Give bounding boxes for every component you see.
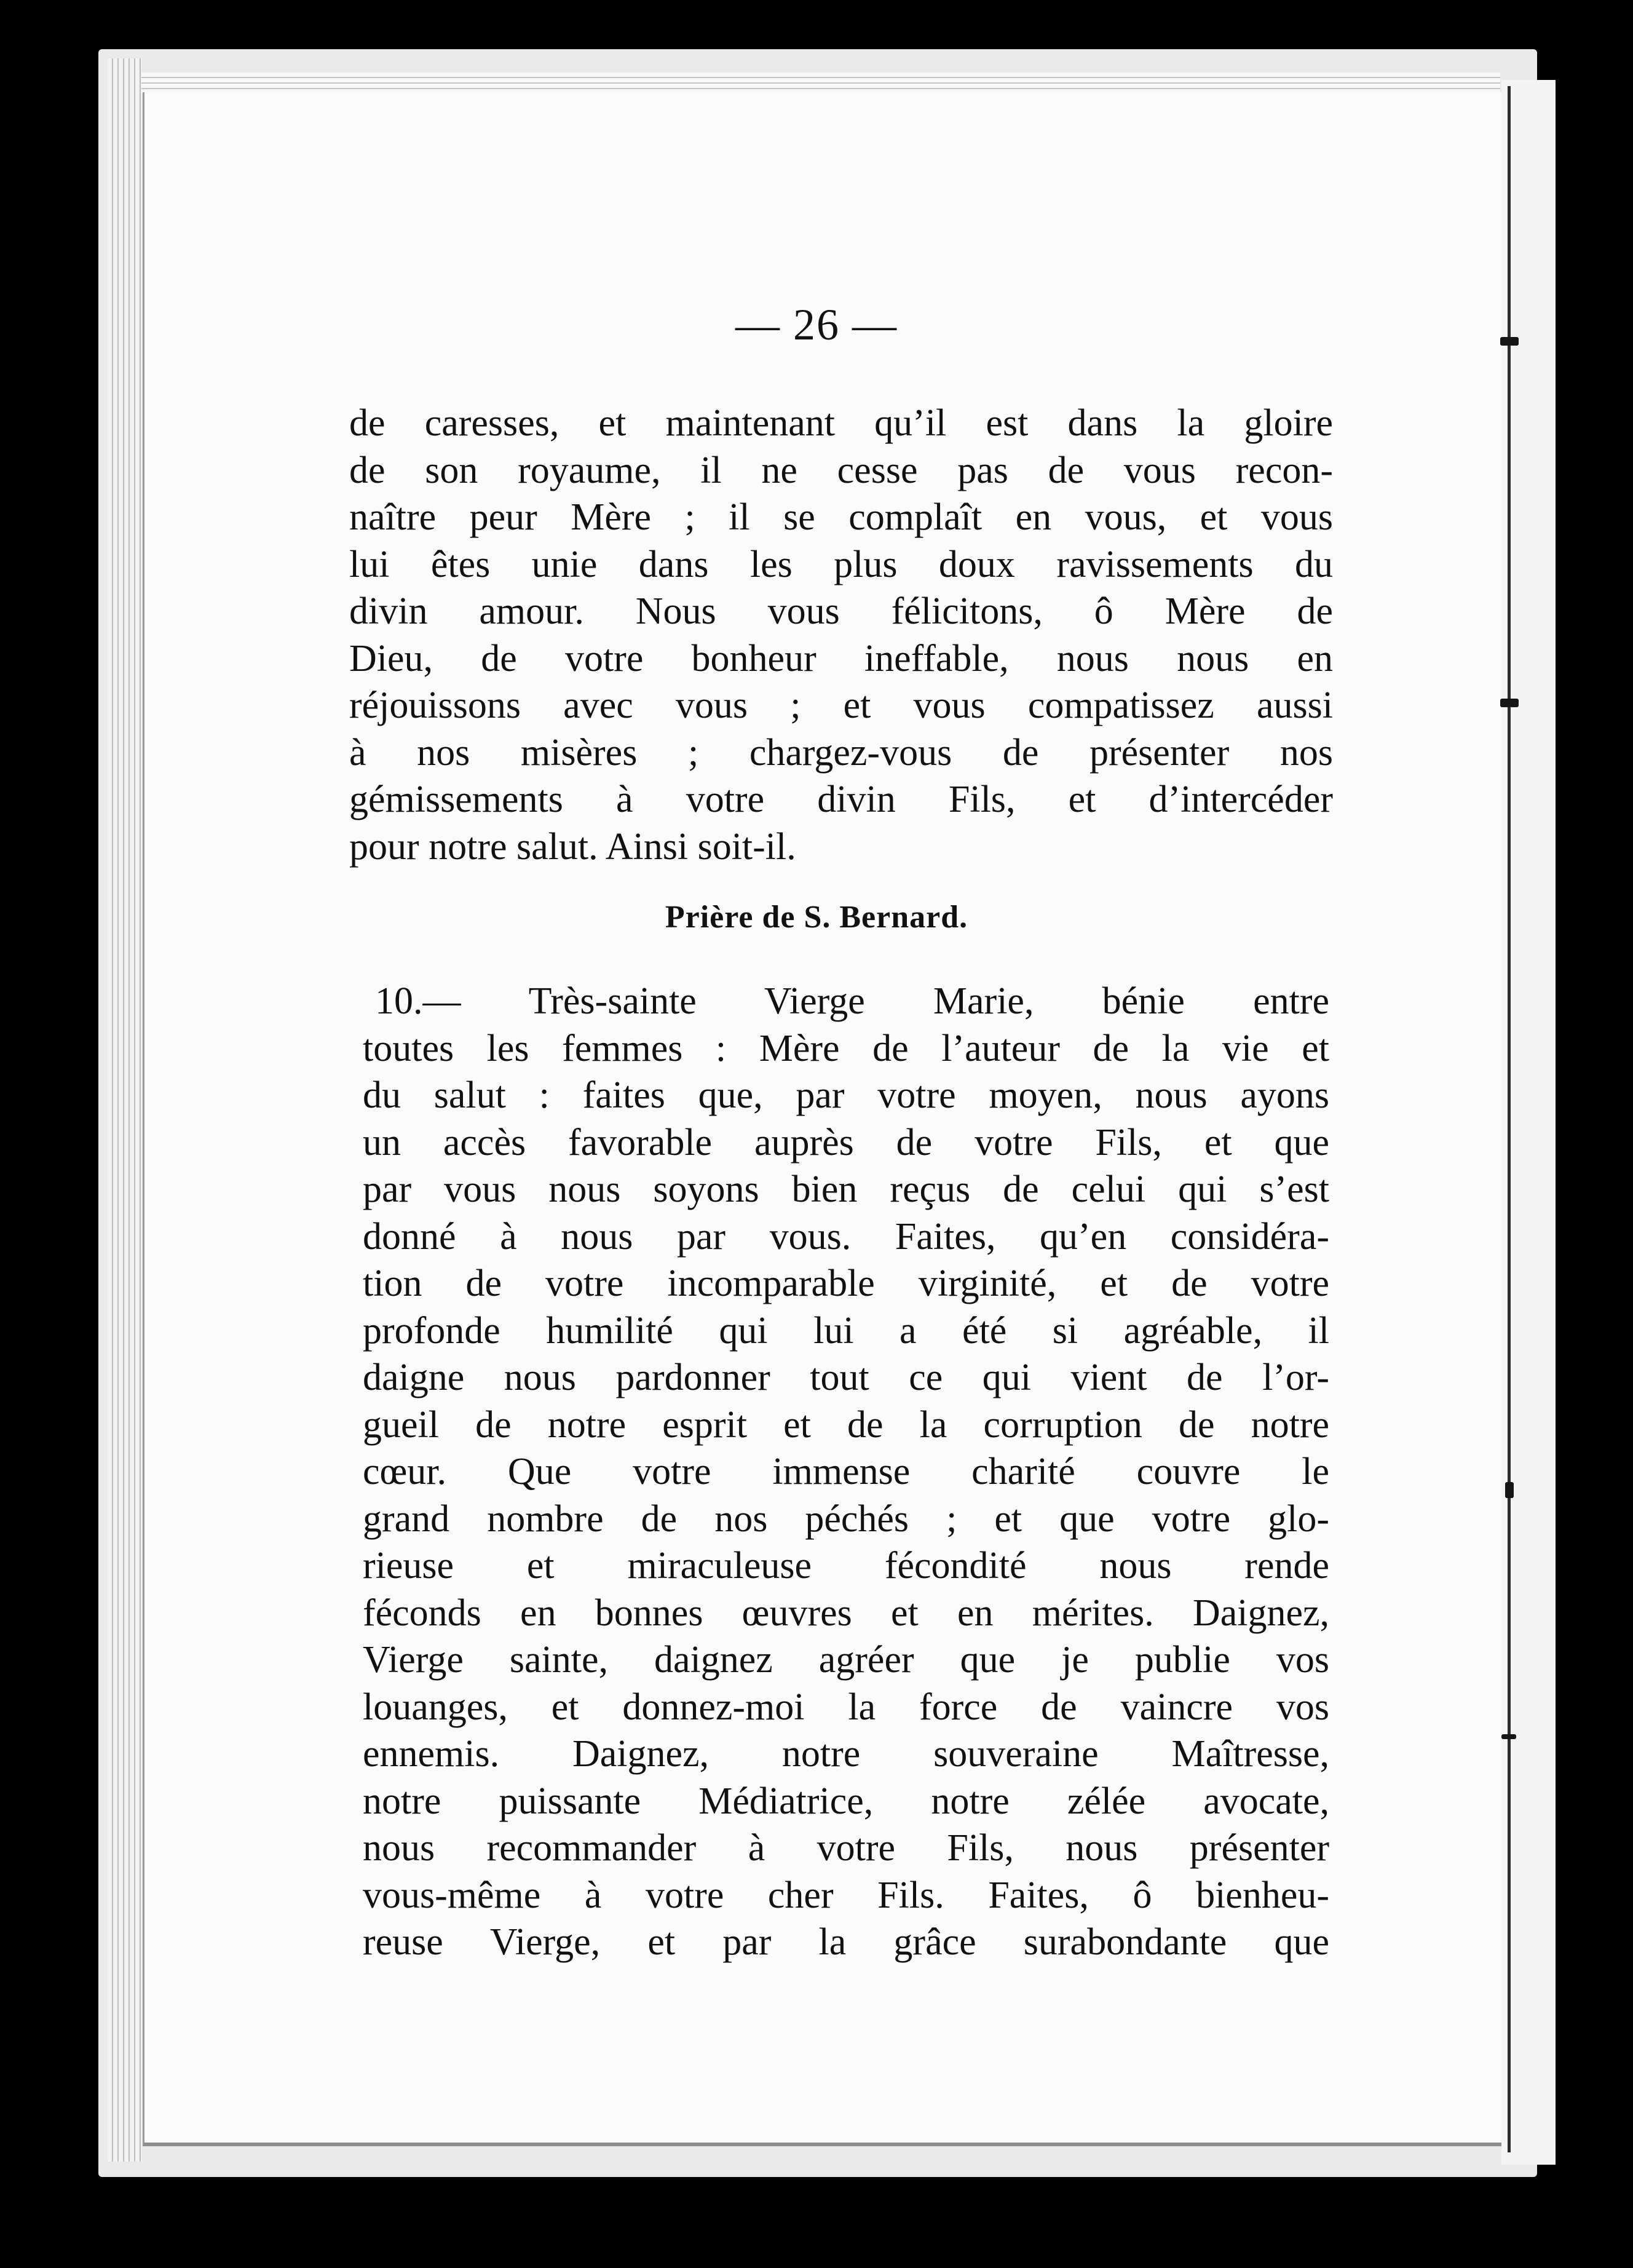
text-line: pour notre salut. Ainsi soit-il. bbox=[349, 825, 796, 868]
binding-stitch bbox=[1505, 1482, 1514, 1498]
binding-stitch bbox=[1501, 1734, 1516, 1739]
text-line: de caresses, et maintenant qu’il est dans la gloire bbox=[349, 402, 1333, 444]
text-line: notre puissante Médiatrice, notre zélée avocate, bbox=[363, 1780, 1329, 1822]
text-line: louanges, et donnez-moi la force de vaincre vos bbox=[363, 1686, 1329, 1728]
page-stack-edge bbox=[108, 58, 142, 2162]
text-line: toutes les femmes : Mère de l’auteur de la vie et bbox=[363, 1027, 1329, 1069]
paragraph-2 bbox=[363, 978, 1329, 1966]
text-line: Vierge sainte, daignez agréer que je publie vos bbox=[363, 1639, 1329, 1681]
text-line: profonde humilité qui lui a été si agréable, il bbox=[363, 1309, 1329, 1352]
text-line: féconds en bonnes œuvres et en mérites. Daignez, bbox=[363, 1592, 1329, 1634]
text-line: par vous nous soyons bien reçus de celui qui s’est bbox=[363, 1168, 1329, 1210]
text-line: rieuse et miraculeuse fécondité nous rende bbox=[363, 1545, 1329, 1587]
text-line: reuse Vierge, et par la grâce surabondante que bbox=[363, 1921, 1329, 1963]
text-line: tion de votre incomparable virginité, et de votre bbox=[363, 1263, 1329, 1304]
text-line: 10.— Très-sainte Vierge Marie, bénie entre bbox=[375, 980, 1329, 1022]
text-line: du salut : faites que, par votre moyen, nous ayons bbox=[363, 1074, 1329, 1116]
text-line: à nos misères ; chargez-vous de présenter nos bbox=[349, 731, 1333, 774]
binding-rule bbox=[1508, 86, 1511, 2152]
binding-stitch bbox=[1500, 699, 1519, 707]
text-line: gémissements à votre divin Fils, et d’intercéder bbox=[349, 779, 1333, 820]
text-line: daigne nous pardonner tout ce qui vient de l’or- bbox=[363, 1357, 1329, 1398]
text-line: de son royaume, il ne cesse pas de vous recon- bbox=[349, 449, 1333, 491]
page-number: — 26 — bbox=[735, 300, 898, 349]
text-line: donné à nous par vous. Faites, qu’en considéra- bbox=[363, 1215, 1329, 1258]
text-line: lui êtes unie dans les plus doux ravissements du bbox=[349, 543, 1333, 585]
text-line: nous recommander à votre Fils, nous présenter bbox=[363, 1827, 1329, 1869]
paragraph-1 bbox=[349, 400, 1333, 870]
section-heading: Prière de S. Bernard. bbox=[665, 900, 968, 935]
page-top-edge bbox=[141, 73, 1500, 93]
text-line: naître peur Mère ; il se complaît en vous, et vous bbox=[349, 496, 1333, 538]
text-line: ennemis. Daignez, notre souveraine Maîtresse, bbox=[363, 1733, 1329, 1775]
text-line: Dieu, de votre bonheur ineffable, nous nous en bbox=[349, 637, 1333, 680]
text-line: un accès favorable auprès de votre Fils, et que bbox=[363, 1121, 1329, 1164]
text-line: gueil de notre esprit et de la corruption de notre bbox=[363, 1403, 1329, 1446]
text-line: vous-même à votre cher Fils. Faites, ô bienheu- bbox=[363, 1874, 1329, 1916]
text-line: divin amour. Nous vous félicitons, ô Mère de bbox=[349, 590, 1333, 632]
text-line: réjouissons avec vous ; et vous compatissez aussi bbox=[349, 684, 1333, 726]
text-line: cœur. Que votre immense charité couvre le bbox=[363, 1451, 1329, 1493]
text-line: grand nombre de nos péchés ; et que votre glo- bbox=[363, 1497, 1329, 1540]
